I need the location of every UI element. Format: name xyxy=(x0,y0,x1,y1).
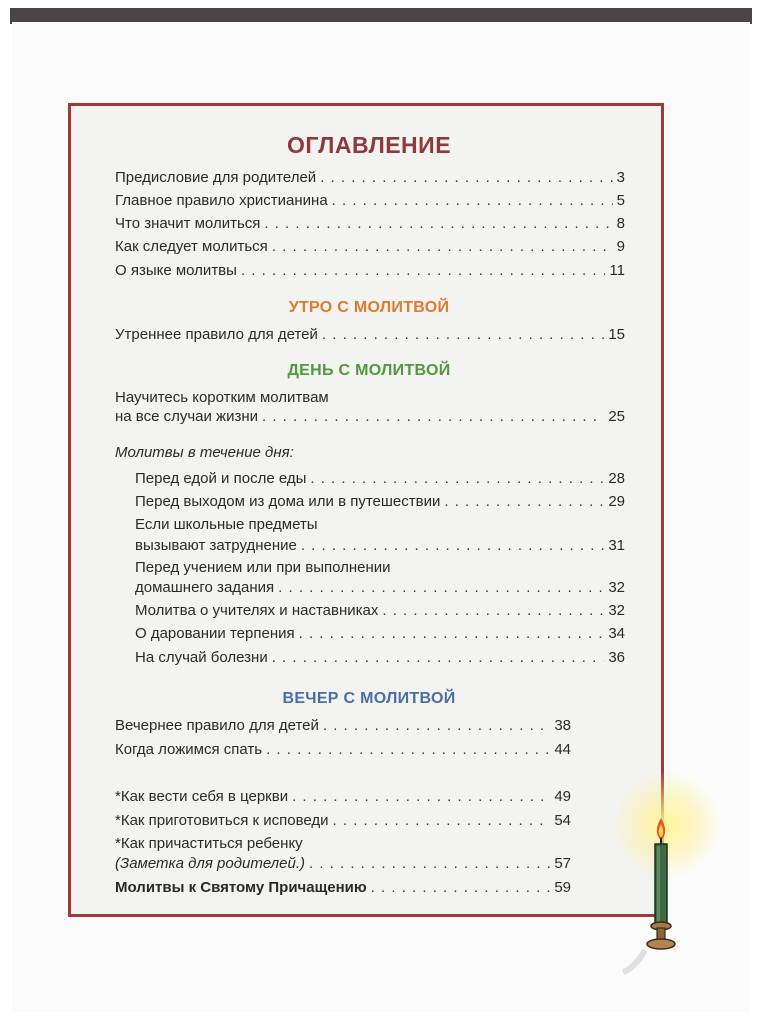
toc-entry-page: 3 xyxy=(616,169,625,186)
toc-entry-page: 28 xyxy=(608,470,625,487)
toc-entry-page: 8 xyxy=(616,215,625,232)
leader-dots xyxy=(444,492,604,512)
toc-entry[interactable] xyxy=(115,787,571,807)
leader-dots xyxy=(299,624,605,644)
toc-entry-label: Утреннее правило для детей xyxy=(115,326,318,343)
toc-entry[interactable] xyxy=(115,716,571,736)
leader-dots xyxy=(241,261,605,281)
section-heading-evening: ВЕЧЕР С МОЛИТВОЙ xyxy=(282,690,456,707)
toc-entry[interactable] xyxy=(135,492,625,512)
toc-entry[interactable] xyxy=(115,878,571,898)
section-heading-morning: УТРО С МОЛИТВОЙ xyxy=(288,299,450,316)
toc-entry[interactable] xyxy=(115,168,625,188)
toc-entry[interactable] xyxy=(135,601,625,621)
section-heading-day: ДЕНЬ С МОЛИТВОЙ xyxy=(287,362,451,379)
toc-entry[interactable] xyxy=(115,325,625,345)
toc-entry-page: 44 xyxy=(554,741,571,758)
leader-dots xyxy=(310,469,604,489)
toc-entry-page: 54 xyxy=(554,812,571,829)
toc-entry[interactable] xyxy=(135,536,625,556)
toc-entry[interactable] xyxy=(115,191,625,211)
toc-entry-page: 49 xyxy=(554,788,571,805)
toc-entry-first-line[interactable]: *Как причаститься ребенку xyxy=(115,835,303,852)
toc-entry[interactable] xyxy=(115,261,625,281)
toc-entry-label: Как следует молиться xyxy=(115,238,268,255)
leader-dots xyxy=(301,536,604,556)
toc-entry-page: 59 xyxy=(554,879,571,896)
leader-dots xyxy=(382,601,604,621)
leader-dots xyxy=(272,648,605,668)
toc-entry[interactable] xyxy=(135,624,625,644)
toc-entry-first-line[interactable]: Научитесь коротким молитвам xyxy=(115,389,329,406)
subsection-heading: Молитвы в течение дня: xyxy=(115,444,294,461)
leader-dots xyxy=(322,325,604,345)
toc-entry-label: Молитва о учителях и наставниках xyxy=(135,602,379,619)
candle-icon xyxy=(615,810,705,980)
leader-dots xyxy=(332,191,613,211)
toc-entry[interactable] xyxy=(135,648,625,668)
toc-entry-first-line[interactable]: Если школьные предметы xyxy=(135,516,318,533)
toc-entry[interactable] xyxy=(115,854,571,874)
toc-entry[interactable] xyxy=(135,578,625,598)
toc-entry-label: Молитвы к Святому Причащению xyxy=(115,879,367,896)
toc-entry-first-line[interactable]: Перед учением или при выполнении xyxy=(135,559,391,576)
toc-entry-label: (Заметка для родителей.) xyxy=(115,855,305,872)
toc-entry-page: 34 xyxy=(608,625,625,642)
toc-entry-label: Когда ложимся спать xyxy=(115,741,263,758)
toc-entry-label: О языке молитвы xyxy=(115,262,237,279)
toc-entry[interactable] xyxy=(135,469,625,489)
leader-dots xyxy=(333,811,551,831)
toc-entry-label: Перед выходом из дома или в путешествии xyxy=(135,493,441,510)
toc-entry-label: О даровании терпения xyxy=(135,625,295,642)
toc-entry-page: 11 xyxy=(609,262,625,279)
toc-entry-label: Главное правило христианина xyxy=(115,192,328,209)
leader-dots xyxy=(292,787,550,807)
toc-entry-page: 15 xyxy=(608,326,625,343)
toc-entry-label: *Как приготовиться к исповеди xyxy=(115,812,329,829)
leader-dots xyxy=(371,878,551,898)
toc-entry-page: 29 xyxy=(608,493,625,510)
toc-entry-label: Что значит молиться xyxy=(115,215,261,232)
toc-entry[interactable] xyxy=(115,740,571,760)
leader-dots xyxy=(264,214,612,234)
toc-entry-page: 36 xyxy=(608,649,625,666)
toc-entry-label: Вечернее правило для детей xyxy=(115,717,319,734)
toc-entry-label: Предисловие для родителей xyxy=(115,169,317,186)
leader-dots xyxy=(323,716,550,736)
leader-dots xyxy=(309,854,550,874)
toc-entry-page: 25 xyxy=(608,408,625,425)
toc-entry-page: 32 xyxy=(608,579,625,596)
toc-entry[interactable] xyxy=(115,407,625,427)
toc-entry-label: На случай болезни xyxy=(135,649,268,666)
leader-dots xyxy=(320,168,612,188)
toc-entry[interactable] xyxy=(115,214,625,234)
toc-entry-label: домашнего задания xyxy=(135,579,275,596)
leader-dots xyxy=(272,237,613,257)
toc-entry-page: 5 xyxy=(616,192,625,209)
leader-dots xyxy=(262,407,604,427)
toc-entry-page: 57 xyxy=(554,855,571,872)
toc-entry-label: на все случаи жизни xyxy=(115,408,259,425)
toc-entry[interactable] xyxy=(115,811,571,831)
toc-entry-page: 32 xyxy=(608,602,625,619)
leader-dots xyxy=(266,740,550,760)
toc-entry-label: вызывают затруднение xyxy=(135,537,297,554)
contents-frame xyxy=(68,103,664,917)
toc-entry[interactable] xyxy=(115,237,625,257)
page-title: ОГЛАВЛЕНИЕ xyxy=(286,132,452,158)
toc-entry-page: 9 xyxy=(616,238,625,255)
leader-dots xyxy=(278,578,604,598)
toc-entry-page: 31 xyxy=(608,537,625,554)
toc-entry-page: 38 xyxy=(554,717,571,734)
toc-entry-label: *Как вести себя в церкви xyxy=(115,788,289,805)
toc-entry-label: Перед едой и после еды xyxy=(135,470,307,487)
